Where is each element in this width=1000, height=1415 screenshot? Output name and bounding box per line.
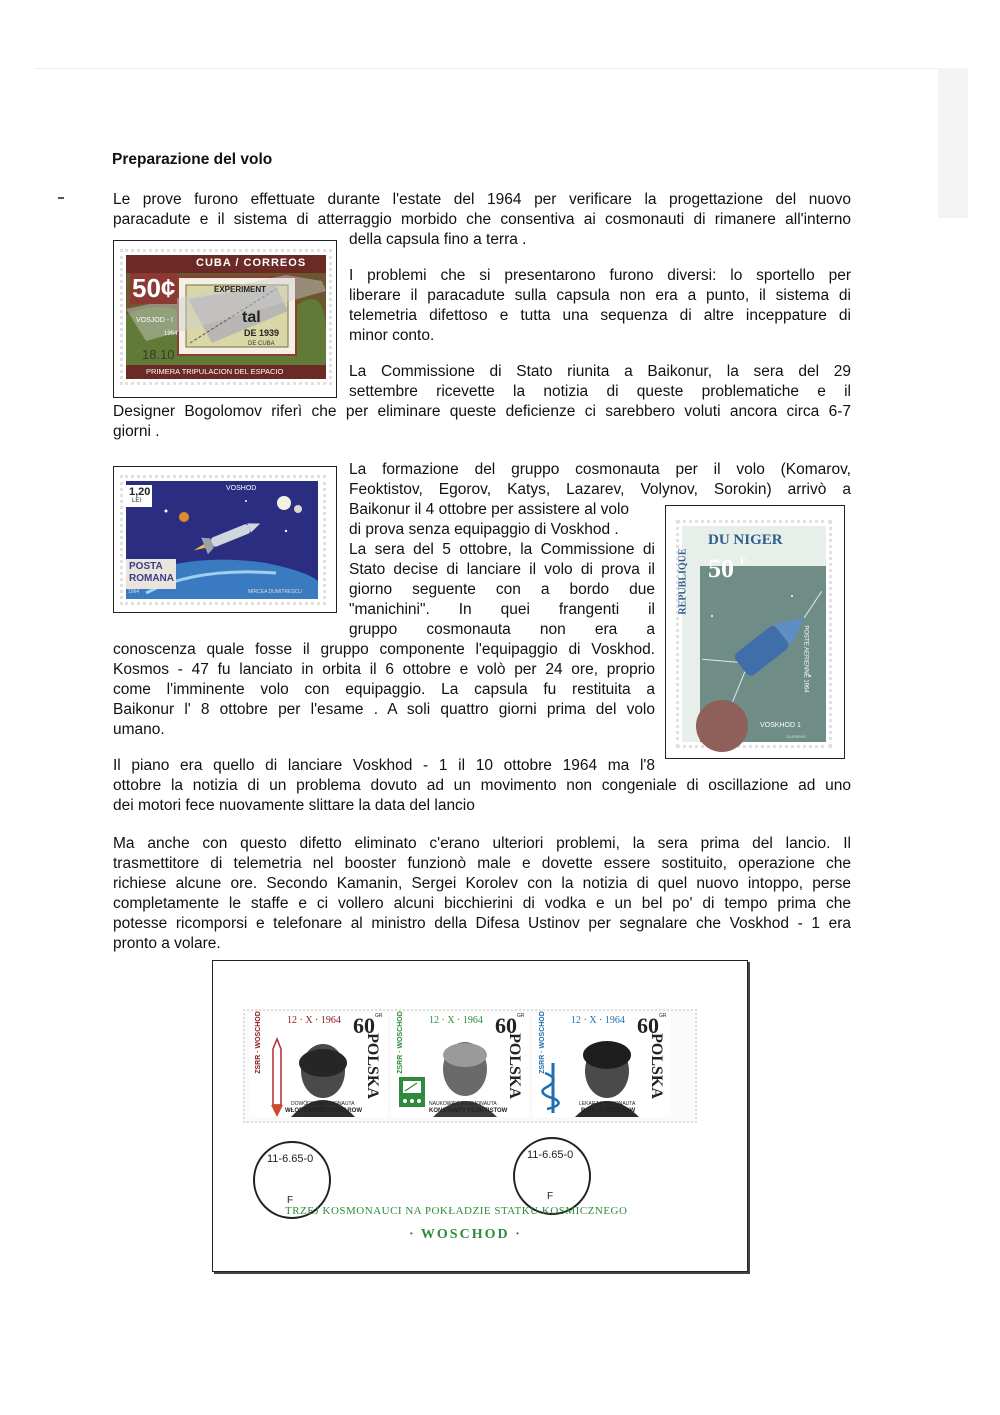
postmark-left-letter: F [287, 1195, 294, 1206]
scan-edge-shadow [938, 68, 968, 218]
p4-line-3: Baikonur il 4 ottobre per assistere al volo [349, 501, 630, 518]
komarow-date: 12 · X · 1964 [287, 1015, 341, 1026]
postmark-left-date: 11-6.65-0 [267, 1153, 314, 1165]
romania-stamp-designer: MIRCEA DUMITRESCU [248, 589, 302, 595]
niger-stamp-side-text: POSTE AERIENNE 1964 [802, 625, 809, 693]
komarow-name: WŁODZIMIERZ KOMAROW [285, 1108, 362, 1114]
cuba-stamp-caption-bar [126, 365, 326, 379]
p5-line-3: dei motori fece nuovamente slittare la data del lancio [113, 797, 475, 814]
romania-stamp-year: 1964 [128, 589, 140, 595]
romania-stamp-value: 1,20 [129, 486, 151, 498]
romania-stamp-name: VOSHOD [226, 485, 257, 492]
komarow-side: ZSRR · WOSCHOD [254, 1011, 262, 1074]
postmark-right-date: 11-6.65-0 [527, 1149, 574, 1161]
polska-stamp-jegorow [533, 1013, 671, 1117]
p4-line-7: giorno seguente con a bordo due [349, 581, 655, 598]
p2-line-3: telemetria difettoso e tutta una sequenza di altre inceppature di [349, 307, 851, 324]
romania-stamp-frame [113, 466, 337, 613]
p5-line-1: Il piano era quello di lanciare Voskhod - 1 il 10 ottobre 1964 ma l'8 [113, 757, 655, 774]
p6-line-6: pronto a volare. [113, 935, 221, 952]
feoktistow-role: NAUKOWIEC-KOSMONAUTA [429, 1101, 497, 1107]
margin-mark [58, 197, 64, 199]
cuba-stamp-overprint-3: DE 1939 [244, 328, 280, 338]
niger-stamp-frame [665, 505, 845, 759]
p3-line-1: La Commissione di Stato riunita a Baikonur, la sera del 29 [349, 363, 851, 380]
p2-line-4: minor conto. [349, 327, 435, 344]
p5-line-2: ottobre la notizia di un problema dovuto ad un movimento non congeniale di oscillazione ad uno [113, 777, 851, 794]
p6-line-5: potesse ricomporsi e telefonare al ministro della Difesa Ustinov per segnalare che Voskhod - 1 era [113, 915, 851, 932]
jegorow-date: 12 · X · 1964 [571, 1015, 625, 1026]
feoktistow-name: KONSTANTY FEOKTISTOW [429, 1108, 508, 1114]
p1-line-2: paracadute e il sistema di atterraggio morbido che consentiva ai cosmonauti di rimanere all'interno [113, 211, 851, 228]
p6-line-2: trasmettitore di telemetria nel booster funzionò male e dovette essere sostituito, operazione che [113, 855, 851, 872]
page-heading: Preparazione del volo [112, 151, 273, 168]
romania-stamp-country-1: POSTA [129, 561, 163, 572]
romania-stamp [126, 481, 318, 599]
p4-line-1: La formazione del gruppo cosmonauta per il volo (Komarov, [349, 461, 851, 478]
niger-stamp-designer: DURRENS [786, 734, 806, 739]
romania-stamp-country-2: ROMANA [129, 573, 174, 584]
cuba-stamp-frame [113, 240, 337, 398]
cuba-stamp-postmark: 18.10 [142, 347, 175, 362]
jegorow-side: ZSRR · WOSCHOD [538, 1011, 546, 1074]
cuba-stamp-country: CUBA / CORREOS [196, 257, 307, 269]
feoktistow-value-unit: GR [517, 1013, 525, 1019]
sheet-title: · WOSCHOD · [409, 1227, 522, 1242]
postmark-right-letter: F [547, 1191, 554, 1202]
p4-line-10: conoscenza quale fosse il gruppo componente l'equipaggio di Voskhod. [113, 641, 655, 658]
jegorow-country: POLSKA [647, 1033, 665, 1099]
cuba-stamp-caption: PRIMERA TRIPULACION DEL ESPACIO [146, 367, 284, 376]
p4-line-4: di prova senza equipaggio di Voskhod . [349, 521, 619, 538]
komarow-role: DOWÓDCA-KOSMONAUTA [291, 1101, 355, 1107]
p1-line-3: della capsula fino a terra . [349, 231, 527, 248]
p2-line-1: I problemi che si presentarono furono diversi: lo sportello per [349, 267, 851, 284]
jegorow-value: 60 [637, 1013, 659, 1038]
niger-stamp-unit: F [740, 556, 747, 567]
polska-stamp-feoktistow [391, 1013, 529, 1117]
p4-line-6: Stato decise di lanciare il volo di prova il [349, 561, 655, 578]
p2-line-2: liberare il paracadute sulla capsula non era a punto, il sistema di [349, 287, 851, 304]
p4-line-13: Baikonur l' 8 ottobre per l'esame . A soli quattro giorni prima del volo [113, 701, 655, 718]
komarow-value-unit: GR [375, 1013, 383, 1019]
feoktistow-side: ZSRR · WOSCHOD [396, 1011, 404, 1074]
niger-stamp-country-side: REPUBLIQUE [677, 548, 689, 615]
jegorow-value-unit: GR [659, 1013, 667, 1019]
cuba-stamp-overprint-1: EXPERIMENT [214, 285, 267, 294]
komarow-country: POLSKA [363, 1033, 381, 1099]
sheet-caption: TRZEJ KOSMONAUCI NA POKŁADZIE STATKU KOSMICZNEGO [285, 1205, 628, 1217]
feoktistow-country: POLSKA [505, 1033, 523, 1099]
p3-line-3: Designer Bogolomov riferì che per eliminare queste deficienze ci sarebbero voluti ancora circa 6-7 [113, 403, 851, 420]
p1-line-1: Le prove furono effettuate durante l'estate del 1964 per verificare la progettazione del nuovo [113, 191, 851, 208]
niger-stamp-country-top: DU NIGER [708, 532, 783, 548]
p4-line-2: Feoktistov, Egorov, Katys, Lazarev, Volynov, Sorokin) arrivò a [349, 481, 851, 498]
p4-line-9: gruppo cosmonauta non era a [349, 621, 655, 638]
jegorow-role: LEKARZ-KOSMONAUTA [579, 1101, 636, 1107]
niger-stamp [677, 526, 826, 742]
feoktistow-date: 12 · X · 1964 [429, 1015, 483, 1026]
komarow-value: 60 [353, 1013, 375, 1038]
cuba-stamp-value: 50¢ [132, 273, 176, 303]
jegorow-name: BORYS JEGOROW [581, 1108, 636, 1114]
p4-line-8: "manichini". In quei frangenti il [349, 601, 655, 618]
p3-line-4: giorni . [113, 423, 160, 440]
niger-stamp-caption: VOSKHOD 1 [760, 722, 801, 729]
niger-stamp-value: 50 [708, 554, 734, 583]
polska-sheet-frame [212, 960, 748, 1272]
p3-line-2: settembre ricevette la notizia di queste problematiche e il [349, 383, 851, 400]
p6-line-3: richiese alcune ore. Secondo Kamanin, Sergei Korolev con la notizia di quel nuovo intoppo, perse [113, 875, 851, 892]
romania-stamp-unit: LEI [132, 498, 142, 504]
feoktistow-value: 60 [495, 1013, 517, 1038]
p4-line-12: come l'imminente volo con equipaggio. La capsula fu restituita a [113, 681, 655, 698]
cuba-stamp-inner-label: VOSJOD - I [136, 317, 173, 324]
cuba-stamp [126, 255, 326, 379]
p6-line-4: completamente le staffe e ci vollero alcuni bicchierini di vodka e un bel po' di tempo prima che [113, 895, 851, 912]
polska-stamp-komarow [249, 1013, 387, 1117]
p4-line-14: umano. [113, 721, 165, 738]
postmark-right [513, 1137, 591, 1215]
p4-line-11: Kosmos - 47 fu lanciato in orbita il 6 ottobre e volò per 24 ore, proprio [113, 661, 655, 678]
p4-line-5: La sera del 5 ottobre, la Commissione di [349, 541, 655, 558]
cuba-stamp-overprint-4: DE CUBA [248, 341, 275, 347]
cuba-stamp-overprint-2: tal [242, 309, 261, 326]
cuba-stamp-inner-year: 1964 [164, 331, 178, 337]
p6-line-1: Ma anche con questo difetto eliminato c'erano ulteriori problemi, la sera prima del lancio. Il [113, 835, 851, 852]
